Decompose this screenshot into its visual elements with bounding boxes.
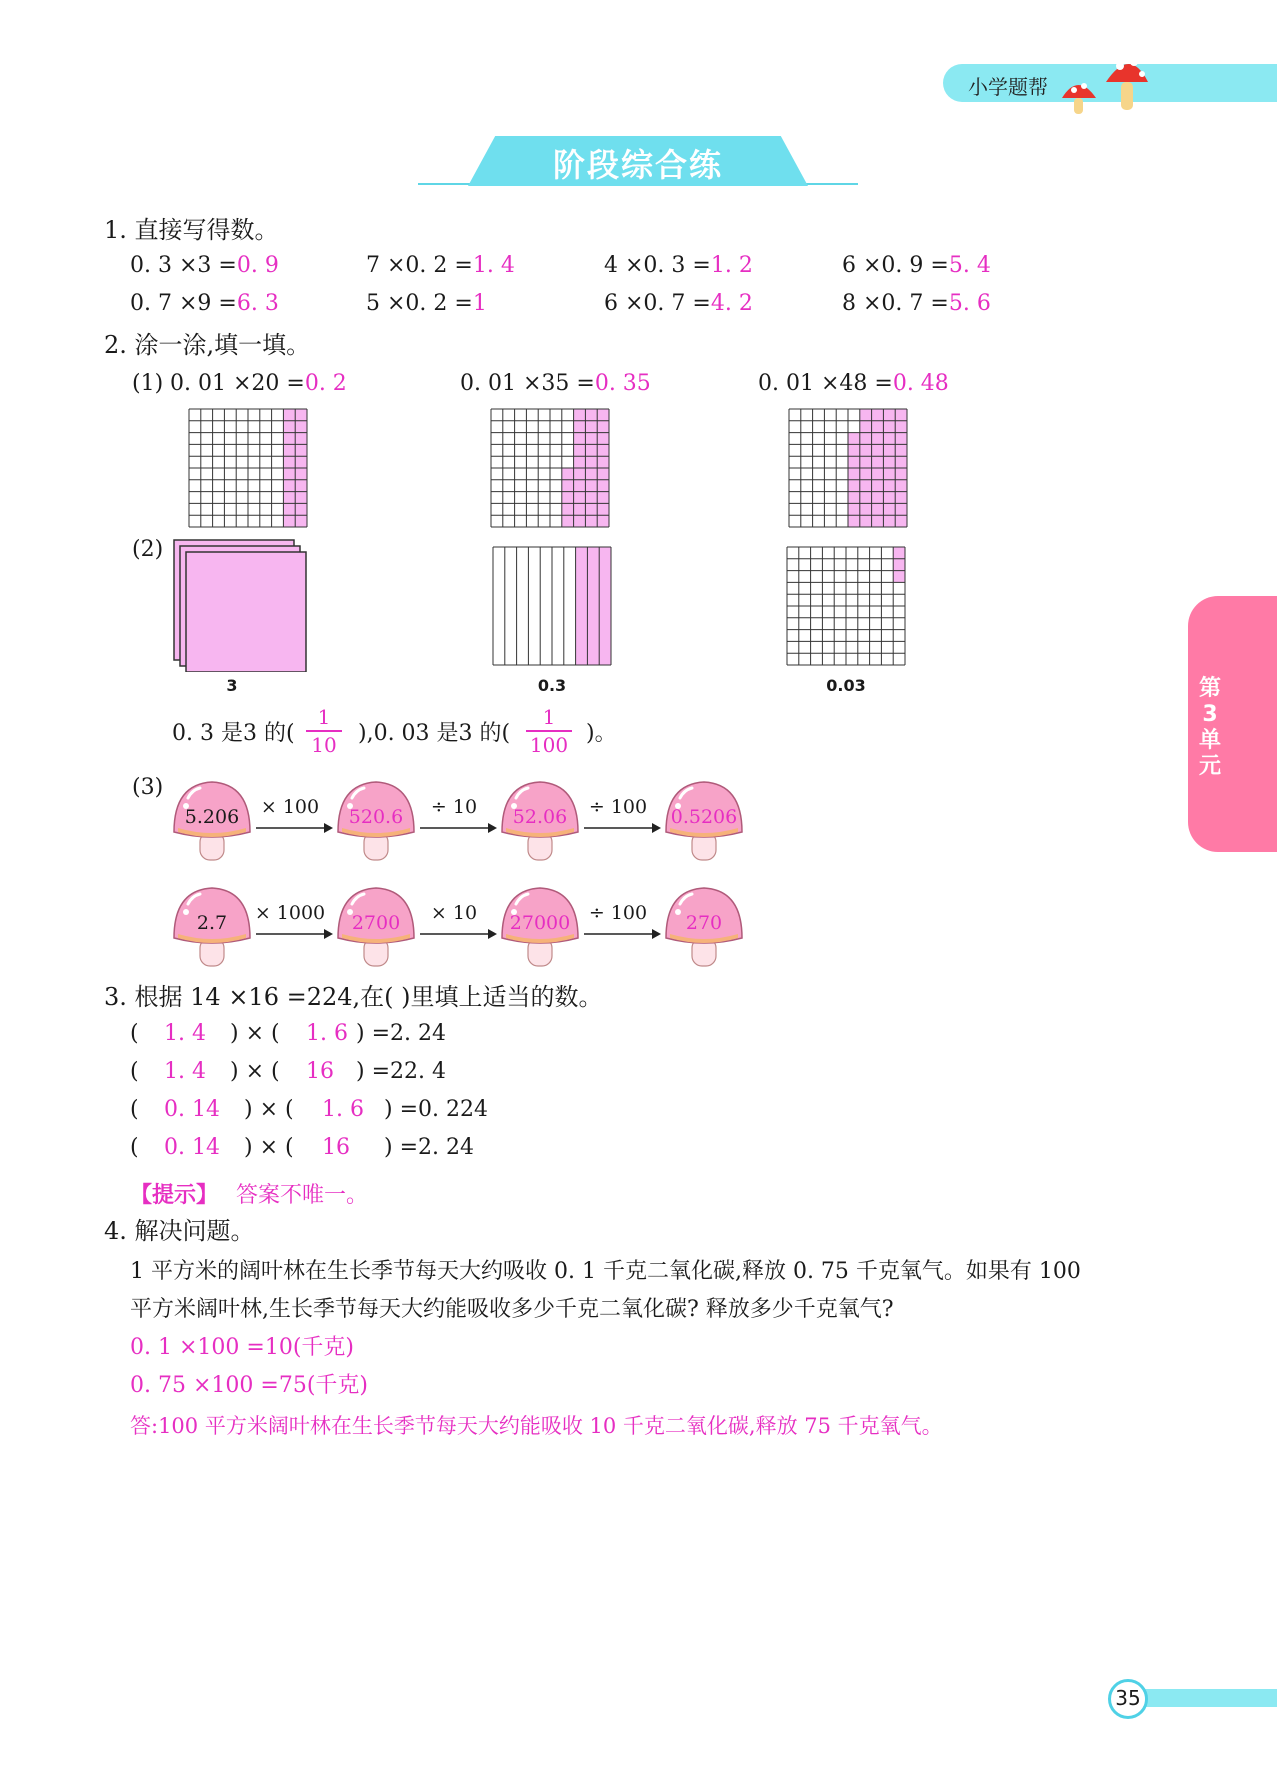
operation-label: × 1000: [254, 902, 326, 924]
fraction-denominator: 10: [311, 733, 337, 757]
operation-label: ÷ 100: [588, 902, 648, 924]
q2-part3-label: (3): [132, 775, 164, 800]
q1-expression: 7 ×0. 2 =: [366, 253, 473, 278]
shaded-cell: [860, 503, 872, 515]
sentence-part-a: 0. 3 是3 的(: [172, 721, 295, 746]
shaded-cell: [585, 444, 597, 456]
shaded-cell: [585, 480, 597, 492]
shaded-cell: [597, 480, 609, 492]
q2-part1-label: (1): [132, 371, 164, 396]
shaded-cell: [562, 468, 574, 480]
sentence-part-c: )。: [586, 721, 617, 746]
solution-line-1: 0. 1 ×100 =10(千克): [130, 1335, 354, 1360]
caption-0-03: 0.03: [826, 676, 866, 695]
q2-expression: [758, 370, 949, 398]
q2-expr-text: 0. 01 ×48 =: [758, 371, 893, 396]
shaded-cell: [574, 492, 586, 504]
shaded-cell: [283, 444, 295, 456]
factor-b-answer: 16: [306, 1059, 334, 1084]
shaded-cell: [883, 433, 895, 445]
shaded-cell: [283, 456, 295, 468]
page-bar: [1130, 1689, 1277, 1707]
shaded-cell: [848, 515, 860, 527]
shaded-cell: [585, 421, 597, 433]
shaded-cell: [872, 492, 884, 504]
q1-item: [130, 252, 279, 280]
shaded-cell: [872, 503, 884, 515]
q1-answer: 0. 9: [236, 253, 279, 278]
q4-heading: 4. 解决问题。: [104, 1217, 255, 1245]
q2-part2-label: (2): [132, 537, 164, 562]
fraction-bar: [306, 730, 342, 732]
unit-tab-label: 第3单元: [1198, 676, 1221, 779]
q1-expression: 0. 7 ×9 =: [130, 291, 237, 316]
q2-expression: [170, 370, 347, 398]
q2-expr-text: 0. 01 ×35 =: [460, 371, 595, 396]
shaded-cell: [562, 503, 574, 515]
q1-expression: 0. 3 ×3 =: [130, 253, 237, 278]
shaded-cell: [295, 456, 307, 468]
shaded-cell: [585, 409, 597, 421]
q1-heading: 1. 直接写得数。: [104, 216, 279, 244]
shaded-cell: [283, 409, 295, 421]
q1-expression: 4 ×0. 3 =: [604, 253, 711, 278]
shaded-cell: [597, 444, 609, 456]
q1-item: [842, 290, 991, 318]
shaded-cell: [872, 468, 884, 480]
shaded-cell: [295, 480, 307, 492]
shaded-cell: [283, 433, 295, 445]
q3-heading: 3. 根据 14 ×16 =224,在( )里填上适当的数。: [104, 983, 603, 1011]
shaded-cell: [597, 409, 609, 421]
caption-0-3: 0.3: [537, 676, 567, 695]
solution-line-2: 0. 75 ×100 =75(千克): [130, 1373, 368, 1398]
q2-expression: [460, 370, 651, 398]
hint-text: 答案不唯一。: [236, 1183, 369, 1208]
operation-label: × 100: [260, 796, 320, 818]
shaded-cell: [597, 515, 609, 527]
times-sign: ) × (: [244, 1097, 294, 1122]
mushroom-value: 5.206: [184, 806, 240, 828]
stacked-squares: [172, 538, 312, 672]
q2-expr-answer: 0. 35: [594, 371, 651, 396]
q1-item: [604, 252, 753, 280]
shaded-cell: [883, 480, 895, 492]
shaded-cell: [895, 444, 907, 456]
shaded-cell: [585, 456, 597, 468]
operation-label: ÷ 10: [430, 796, 478, 818]
page-title: 阶段综合练: [552, 146, 723, 184]
shaded-cell: [283, 421, 295, 433]
open-paren: (: [130, 1097, 139, 1122]
tenths-strip: [492, 546, 612, 666]
shaded-cell: [883, 444, 895, 456]
shaded-cell: [883, 503, 895, 515]
product-result: ) =2. 24: [356, 1021, 446, 1046]
shaded-cell: [574, 480, 586, 492]
arrow-icon: [584, 928, 662, 940]
operation-label: × 10: [430, 902, 478, 924]
page-number: 35: [1115, 1686, 1141, 1710]
shaded-cell: [848, 492, 860, 504]
q2-heading: 2. 涂一涂,填一填。: [104, 331, 311, 359]
shaded-cell: [597, 421, 609, 433]
mushroom-value: 0.5206: [670, 806, 738, 828]
mushroom-value: 52.06: [512, 806, 568, 828]
mushroom-value: 520.6: [348, 806, 404, 828]
shaded-cell: [283, 515, 295, 527]
mushroom-value: 270: [685, 912, 723, 934]
shaded-cell: [283, 503, 295, 515]
shaded-cell: [295, 515, 307, 527]
shaded-cell: [585, 515, 597, 527]
caption-3: 3: [226, 676, 238, 695]
answer-line: 答:100 平方米阔叶林在生长季节每天大约能吸收 10 千克二氧化碳,释放 75 千克氧气。: [130, 1414, 943, 1438]
shaded-cell: [872, 409, 884, 421]
shaded-cell: [895, 480, 907, 492]
q1-expression: 6 ×0. 7 =: [604, 291, 711, 316]
shaded-cell: [283, 480, 295, 492]
product-result: ) =2. 24: [384, 1135, 474, 1160]
shaded-cell: [295, 409, 307, 421]
shaded-cell: [848, 480, 860, 492]
shaded-cell: [295, 492, 307, 504]
hundred-grid: [188, 408, 308, 528]
arrow-icon: [256, 822, 334, 834]
shaded-cell: [895, 421, 907, 433]
arrow-icon: [256, 928, 334, 940]
fraction-bar: [526, 730, 572, 732]
shaded-cell: [895, 492, 907, 504]
shaded-cell: [883, 456, 895, 468]
q1-expression: 8 ×0. 7 =: [842, 291, 949, 316]
shaded-cell: [860, 492, 872, 504]
shaded-cell: [860, 433, 872, 445]
factor-a-answer: 1. 4: [164, 1059, 206, 1084]
q2-expr-answer: 0. 48: [892, 371, 949, 396]
q1-item: [366, 290, 487, 318]
shaded-cell: [895, 503, 907, 515]
shaded-cell: [597, 503, 609, 515]
shaded-cell: [883, 409, 895, 421]
arrow-icon: [584, 822, 662, 834]
shaded-cell: [883, 515, 895, 527]
shaded-cell: [860, 468, 872, 480]
shaded-cell: [848, 433, 860, 445]
mushroom-value: 27000: [509, 912, 571, 934]
shaded-cell: [860, 515, 872, 527]
sentence-part-b: ),0. 03 是3 的(: [358, 721, 511, 746]
shaded-cell: [860, 456, 872, 468]
shaded-cell: [848, 503, 860, 515]
product-result: ) =22. 4: [356, 1059, 446, 1084]
mushroom-value: 2700: [351, 912, 401, 934]
shaded-cell: [860, 409, 872, 421]
arrow-icon: [420, 822, 498, 834]
shaded-cell: [574, 503, 586, 515]
shaded-cell: [562, 515, 574, 527]
times-sign: ) × (: [230, 1021, 280, 1046]
shaded-cell: [597, 492, 609, 504]
shaded-cell: [295, 433, 307, 445]
q1-item: [130, 290, 279, 318]
factor-a-answer: 1. 4: [164, 1021, 206, 1046]
shaded-cell: [872, 480, 884, 492]
shaded-cell: [574, 409, 586, 421]
q2-expr-answer: 0. 2: [304, 371, 347, 396]
q1-answer: 1. 4: [472, 253, 515, 278]
shaded-cell: [574, 433, 586, 445]
shaded-cell: [585, 492, 597, 504]
shaded-cell: [295, 444, 307, 456]
fraction-numerator: 1: [317, 705, 331, 729]
arrow-icon: [420, 928, 498, 940]
fraction-1-10: [306, 706, 342, 756]
open-paren: (: [130, 1021, 139, 1046]
shaded-cell: [872, 421, 884, 433]
shaded-cell: [562, 492, 574, 504]
shaded-cell: [872, 433, 884, 445]
shaded-cell: [883, 492, 895, 504]
q1-expression: 5 ×0. 2 =: [366, 291, 473, 316]
shaded-cell: [574, 456, 586, 468]
shaded-cell: [895, 515, 907, 527]
factor-b-answer: 16: [322, 1135, 350, 1160]
operation-label: ÷ 100: [588, 796, 648, 818]
shaded-cell: [597, 456, 609, 468]
shaded-cell: [883, 421, 895, 433]
shaded-cell: [295, 468, 307, 480]
shaded-cell: [848, 444, 860, 456]
shaded-cell: [295, 421, 307, 433]
hundred-grid: [788, 408, 908, 528]
hundred-grid: [490, 408, 610, 528]
shaded-cell: [597, 433, 609, 445]
q1-item: [366, 252, 515, 280]
open-paren: (: [130, 1135, 139, 1160]
times-sign: ) × (: [244, 1135, 294, 1160]
times-sign: ) × (: [230, 1059, 280, 1084]
shaded-cell: [883, 468, 895, 480]
shaded-cell: [574, 421, 586, 433]
shaded-cell: [585, 503, 597, 515]
hundredths-grid: [786, 546, 906, 666]
shaded-cell: [283, 492, 295, 504]
q1-item: [842, 252, 991, 280]
shaded-cell: [895, 456, 907, 468]
factor-a-answer: 0. 14: [164, 1135, 220, 1160]
q1-answer: 6. 3: [236, 291, 279, 316]
fraction-denominator: 100: [529, 733, 569, 757]
fraction-1-100: [526, 706, 572, 756]
brand-label: 小学题帮: [968, 75, 1048, 99]
q1-expression: 6 ×0. 9 =: [842, 253, 949, 278]
factor-b-answer: 1. 6: [322, 1097, 364, 1122]
shaded-cell: [295, 503, 307, 515]
shaded-cell: [848, 468, 860, 480]
q1-answer: 5. 4: [948, 253, 991, 278]
shaded-cell: [860, 444, 872, 456]
shaded-cell: [860, 480, 872, 492]
shaded-cell: [283, 468, 295, 480]
shaded-cell: [574, 444, 586, 456]
fraction-numerator: 1: [542, 705, 556, 729]
shaded-cell: [597, 468, 609, 480]
q1-answer: 5. 6: [948, 291, 991, 316]
open-paren: (: [130, 1059, 139, 1084]
shaded-cell: [895, 409, 907, 421]
problem-line-1: 1 平方米的阔叶林在生长季节每天大约吸收 0. 1 千克二氧化碳,释放 0. 75 千克氧气。如果有 100: [130, 1259, 1081, 1284]
shaded-cell: [872, 515, 884, 527]
q1-item: [604, 290, 753, 318]
shaded-cell: [848, 456, 860, 468]
shaded-cell: [860, 421, 872, 433]
factor-a-answer: 0. 14: [164, 1097, 220, 1122]
shaded-cell: [574, 515, 586, 527]
shaded-cell: [895, 433, 907, 445]
q1-answer: 1. 2: [710, 253, 753, 278]
mushroom-logo-icon: [1060, 46, 1150, 118]
problem-line-2: 平方米阔叶林,生长季节每天大约能吸收多少千克二氧化碳? 释放多少千克氧气?: [130, 1297, 894, 1322]
mushroom-value: 2.7: [196, 912, 228, 934]
shaded-cell: [562, 480, 574, 492]
q1-answer: 1: [472, 291, 487, 316]
shaded-cell: [895, 468, 907, 480]
factor-b-answer: 1. 6: [306, 1021, 348, 1046]
q1-answer: 4. 2: [710, 291, 753, 316]
product-result: ) =0. 224: [384, 1097, 488, 1122]
shaded-cell: [872, 444, 884, 456]
shaded-cell: [585, 433, 597, 445]
hint-label: 【提示】: [130, 1183, 219, 1208]
q2-expr-text: 0. 01 ×20 =: [170, 371, 305, 396]
shaded-cell: [585, 468, 597, 480]
shaded-cell: [574, 468, 586, 480]
shaded-cell: [872, 456, 884, 468]
